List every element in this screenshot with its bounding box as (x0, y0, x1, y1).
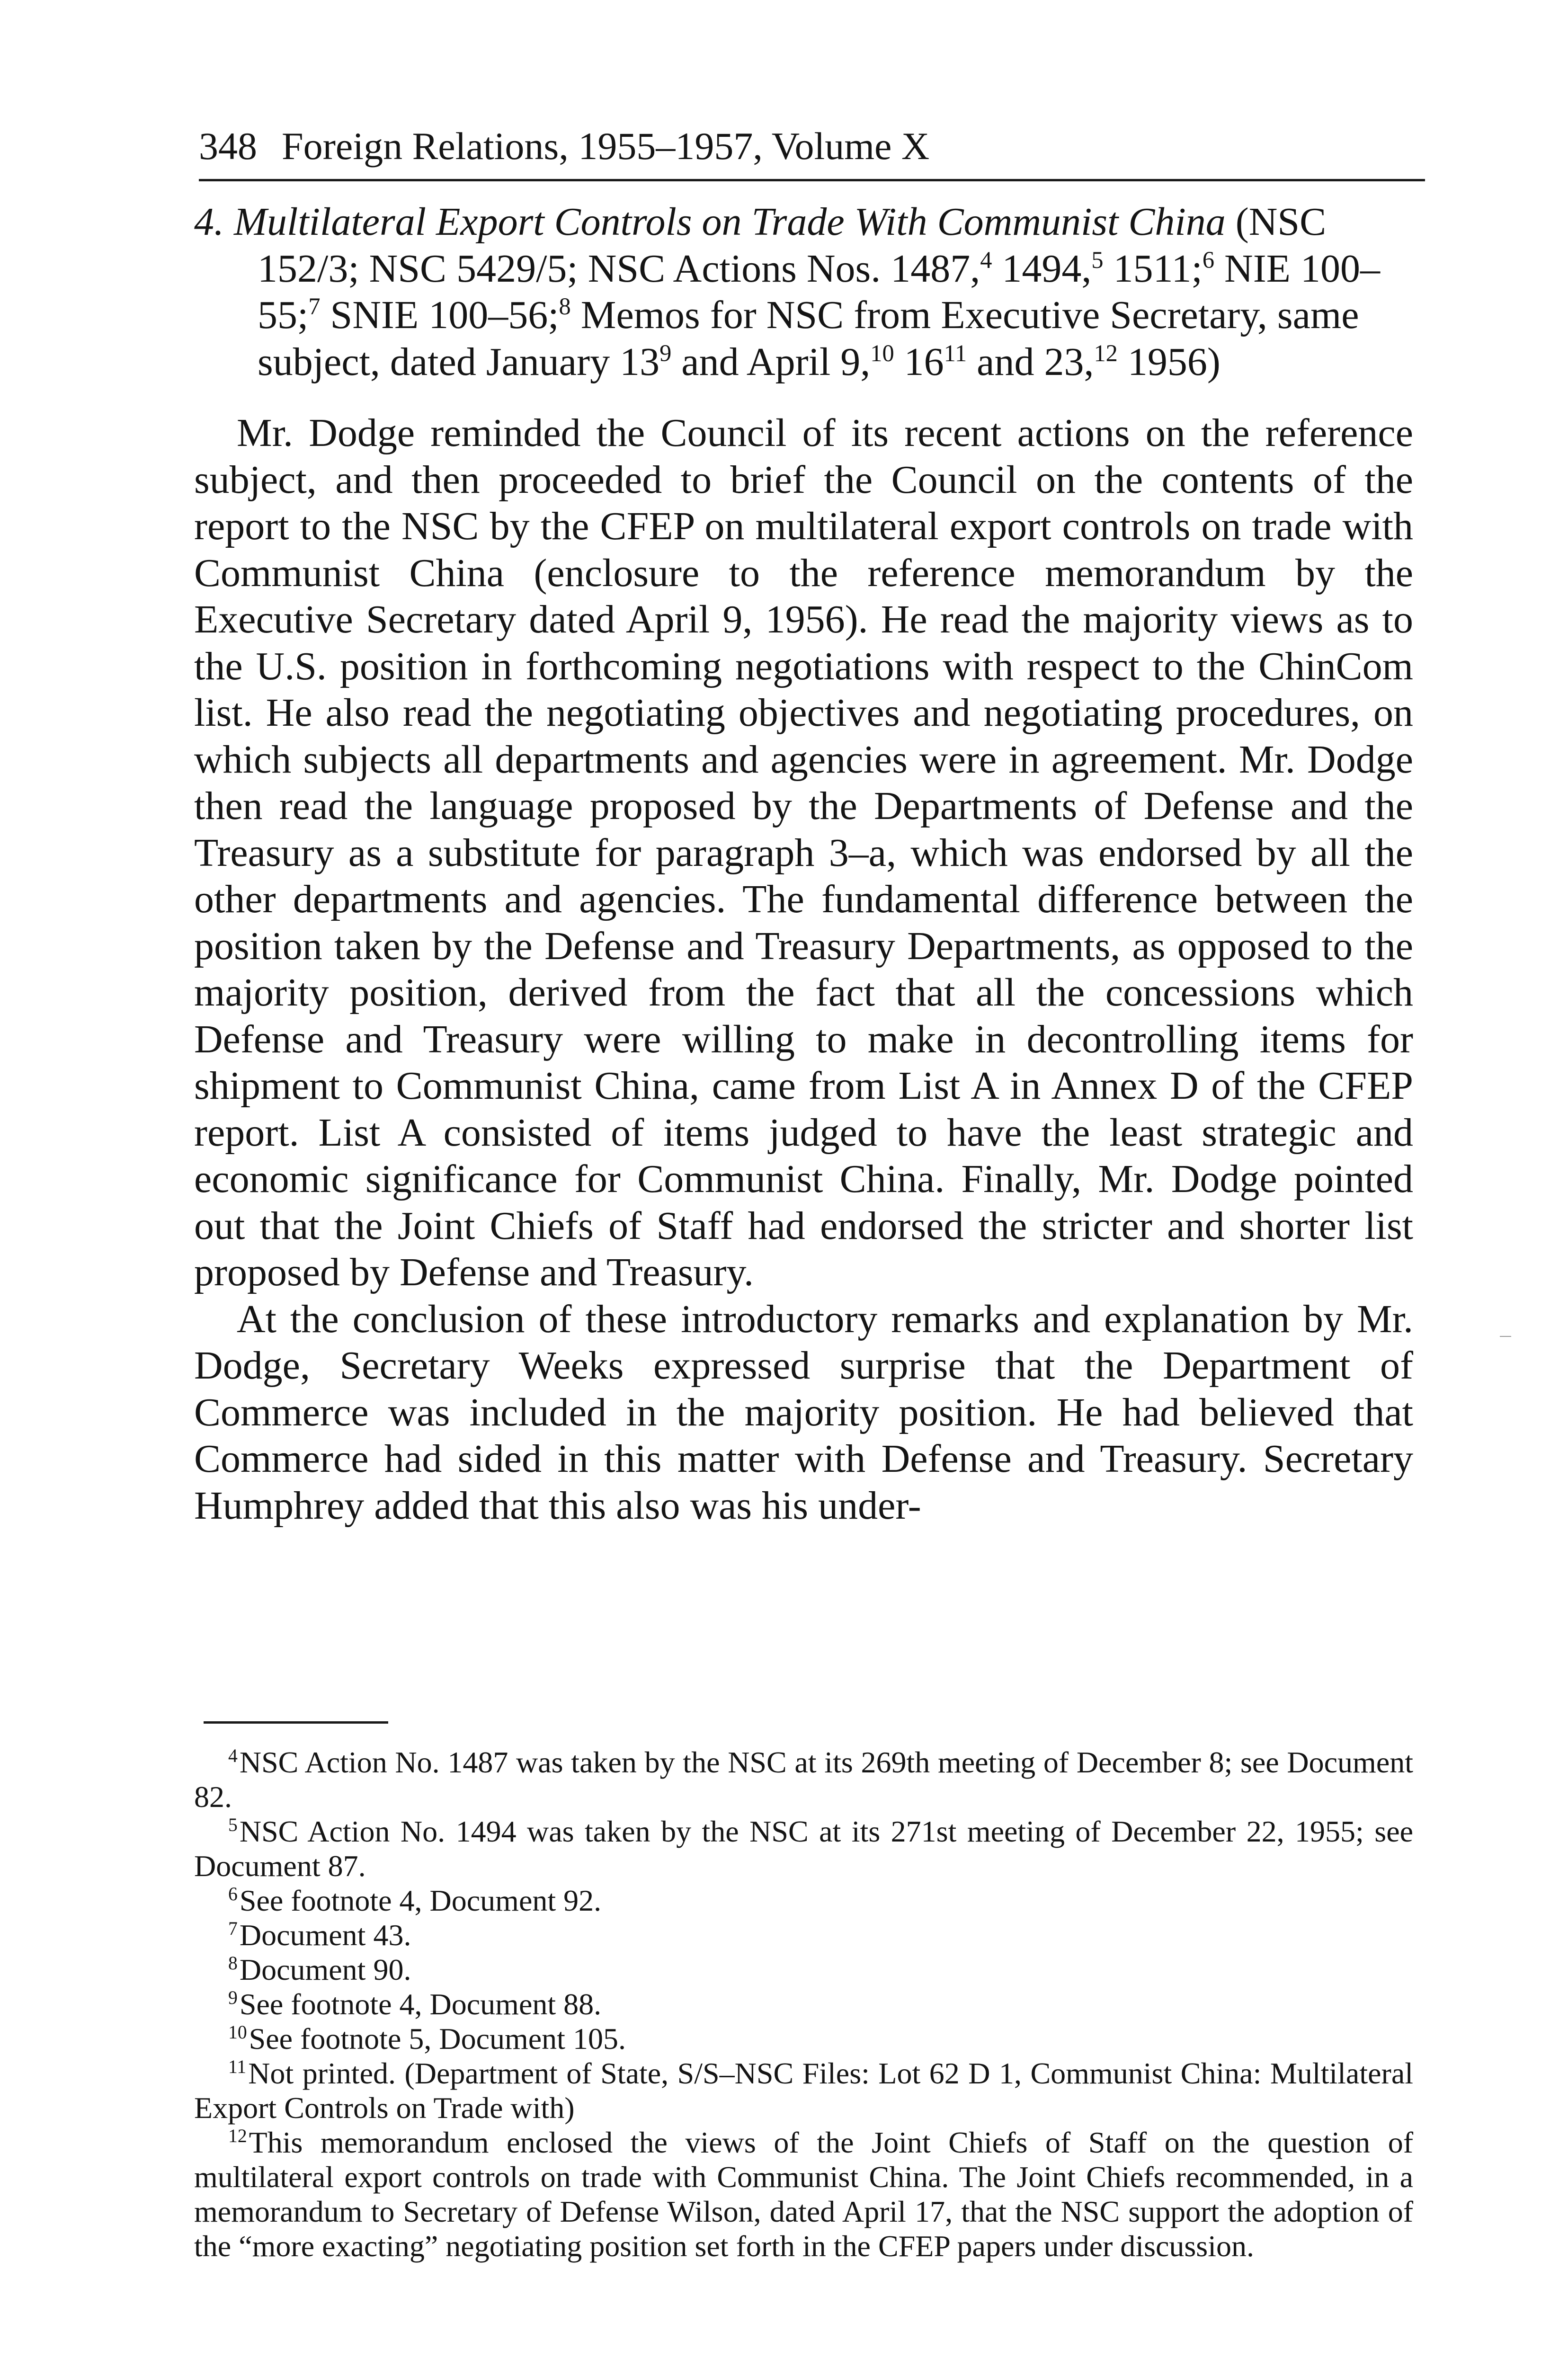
footnote (194, 1918, 1413, 1952)
footnote-text: Not printed. (Department of State, S/S–NSC Files: Lot 62 D 1, Communist China: Multilateral Export Controls on Trade with) (194, 2056, 1413, 2125)
item-refs-3: 1511; (1103, 246, 1203, 291)
footnote-text: See footnote 4, Document 92. (239, 1884, 602, 1917)
footnote-number: 4 (228, 1745, 238, 1766)
footnote-marker: 12 (1094, 339, 1118, 366)
footnote (194, 2125, 1413, 2263)
footnote-text: This memorandum enclosed the views of the Joint Chiefs of Staff on the question of multilateral export controls on trade with Communist China. The Joint Chiefs recommended, in a memorandum to Secretary of Defense Wilson, dated April 17, that the NSC support the adoption of the “more exacting” negotiating position set forth in the CFEP papers under discussion. (194, 2126, 1413, 2263)
margin-mark (1500, 1336, 1511, 1337)
footnote-marker: 8 (559, 293, 571, 320)
footnote-marker: 7 (308, 293, 321, 320)
item-refs-9: and 23, (967, 339, 1094, 384)
item-refs-8: 16 (894, 339, 944, 384)
footnote-marker: 6 (1202, 246, 1215, 273)
item-number: 4. (194, 200, 224, 244)
body-paragraph: Mr. Dodge reminded the Council of its recent actions on the reference subject, and then proceeded to brief the Council on the contents of the report to the NSC by the CFEP on multilateral export controls on trade with Communist China (enclosure to the reference memorandum by the Executive Secretary dated April 9, 1956). He read the majority views as to the U.S. position in forthcoming negotiations with respect to the ChinCom list. He also read the negotiating objectives and negotiating procedures, on which subjects all departments and agencies were in agreement. Mr. Dodge then read the language proposed by the Departments of Defense and the Treasury as a substitute for paragraph 3–a, which was endorsed by all the other departments and agencies. The fundamental difference between the position taken by the Defense and Treasury Departments, as opposed to the majority position, derived from the fact that all the concessions which Defense and Treasury were willing to make in decontrolling items for shipment to Communist China, came from List A in Annex D of the CFEP report. List A consisted of items judged to have the least strategic and economic significance for Communist China. Finally, Mr. Dodge pointed out that the Joint Chiefs of Staff had endorsed the stricter and shorter list proposed by Defense and Treasury. (194, 411, 1413, 1294)
footnote-marker: 10 (870, 339, 894, 366)
footnote-text: Document 90. (239, 1953, 411, 1986)
footnote-text: See footnote 4, Document 88. (239, 1987, 602, 2021)
footnote (194, 1987, 1413, 2021)
item-refs-2: 1494, (992, 246, 1092, 291)
item-refs-5: SNIE 100–56; (320, 293, 559, 337)
footnote-marker: 5 (1091, 246, 1104, 273)
item-title: Multilateral Export Controls on Trade With Communist China (234, 200, 1226, 244)
footnote-marker: 9 (659, 339, 672, 366)
footnote (194, 1814, 1413, 1883)
footnote (194, 1952, 1413, 1987)
item-heading (194, 199, 1413, 385)
footnote (194, 2021, 1413, 2056)
footnote-text: NSC Action No. 1487 was taken by the NSC at its 269th meeting of December 8; see Document 82. (194, 1745, 1413, 1814)
body-paragraph: At the conclusion of these introductory remarks and explanation by Mr. Dodge, Secretary Weeks expressed surprise that the Department of Commerce was included in the majority position. He had believed that Commerce had sided in this matter with Defense and Treasury. Secretary Humphrey added that this also was his under- (194, 1297, 1413, 1528)
running-head (199, 118, 1425, 181)
footnote-rule (204, 1721, 388, 1724)
footnote-number: 12 (228, 2125, 247, 2146)
footnote (194, 1745, 1413, 1814)
footnotes (194, 1745, 1413, 2263)
footnote-marker: 11 (944, 339, 967, 366)
footnote (194, 2056, 1413, 2125)
book-title: Foreign Relations, 1955–1957, Volume X (282, 125, 930, 168)
footnote-text: See footnote 5, Document 105. (249, 2022, 626, 2056)
item-refs-1: (NSC 152/3; NSC 5429/5; NSC Actions Nos. 1487, (258, 200, 1327, 291)
footnote-number: 8 (228, 1952, 238, 1974)
footnote-number: 11 (228, 2056, 247, 2077)
main-text (194, 199, 1413, 1529)
item-refs-7: and April 9, (671, 339, 871, 384)
item-refs-6: Memos for NSC from Executive Secretary, same subject, dated January 13 (258, 293, 1359, 384)
footnote-text: Document 43. (239, 1918, 411, 1952)
footnote-number: 5 (228, 1814, 238, 1835)
page-number: 348 (199, 125, 257, 168)
item-refs-4: NIE 100–55; (258, 246, 1380, 337)
footnote-text: NSC Action No. 1494 was taken by the NSC at its 271st meeting of December 22, 1955; see Document 87. (194, 1815, 1413, 1883)
footnote-number: 6 (228, 1883, 238, 1904)
footnote (194, 1883, 1413, 1918)
footnote-marker: 4 (980, 246, 992, 273)
item-refs-10: 1956) (1117, 339, 1221, 384)
footnote-number: 10 (228, 2021, 247, 2043)
footnote-number: 9 (228, 1987, 238, 2008)
footnote-number: 7 (228, 1918, 238, 1939)
